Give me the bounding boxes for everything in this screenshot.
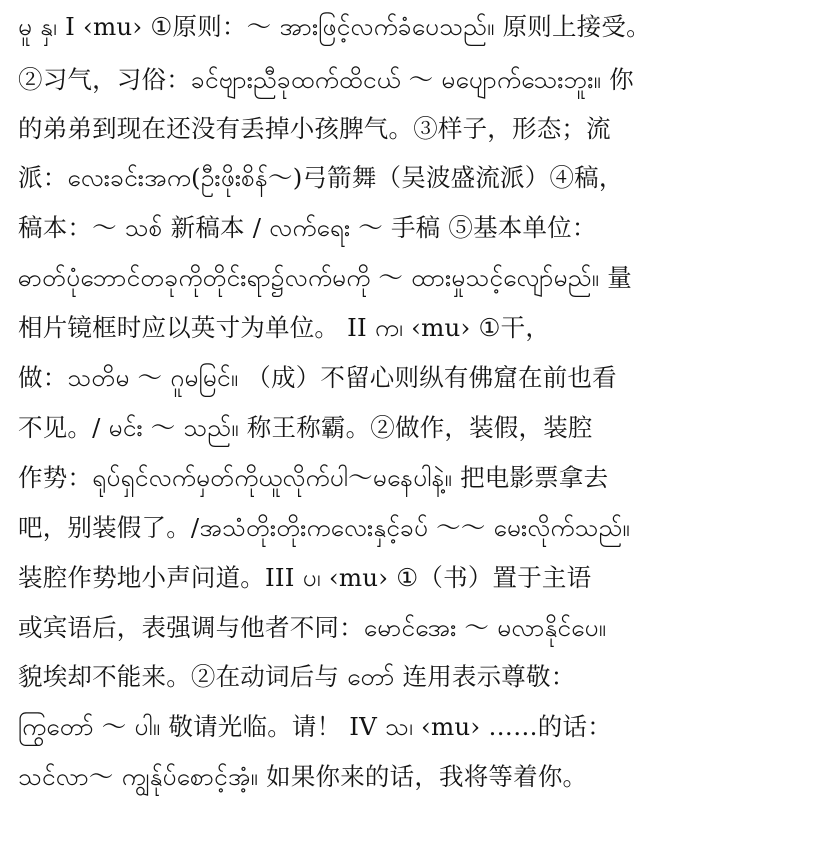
entry-line [18,403,816,453]
entry-line-text: ကြွတော် ～ ပါ။ 敬请光临。请！ IV သ၊ ‹mu› ……的话： [18,712,612,741]
entry-line [18,603,816,653]
entry-line-text: 派：လေးခင်းအက(ဦးဖိုးစိန်～)弓箭舞（吴波盛流派）④稿， [18,163,624,192]
entry-line-text: မူ နှ၊ I ‹mu› ①原则：～ အားဖြင့်လက်ခံပေသည်။ 原则上接受。 [18,12,651,41]
entry-line [18,153,816,203]
entry-line [18,702,816,752]
entry-line-text: 稿本：～ သစ် 新稿本 / လက်ရေး ～ 手稿 ⑤基本单位： [18,213,597,242]
entry-line [18,453,816,503]
entry-line [18,303,816,353]
entry-line-text: 貌埃却不能来。②在动词后与 တော် 连用表示尊敬： [18,662,576,691]
entry-line-text: 不见。/ မင်း ～ သည်။ 称王称霸。②做作，装假，装腔 [18,413,593,442]
entry-line-text: 做：သတိမ ～ ဂူမမြင်။ （成）不留心则纵有佛窟在前也看 [18,363,617,392]
entry-line-text: ②习气，习俗：ခင်ဗျားညီခုထက်ထိငယ် ～ မပျောက်သေးဘူး။ 你 [18,65,634,94]
entry-line [18,652,816,702]
entry-line [18,2,816,52]
entry-line-text: 或宾语后，表强调与他者不同：မောင်အေး ～ မလာနိုင်ပေ။ [18,613,607,642]
entry-line [18,553,816,603]
entry-line-text: 吧，别装假了。/အသံတိုးတိုးကလေးနှင့်ခပ် ～～ မေးလိုက်သည်။ [18,513,630,542]
entry-line [18,203,816,253]
entry-line-text: ဓာတ်ပုံဘောင်တခုကိုတိုင်းရာ၌လက်မကို ～ ထားမှုသင့်လျော်မည်။ 量 [18,263,632,292]
entry-line-text: 相片镜框时应以英寸为单位。 II က၊ ‹mu› ①干， [18,313,551,342]
entry-line-text: 装腔作势地小声问道。III ပ၊ ‹mu› ①（书）置于主语 [18,563,592,592]
entry-line [18,104,816,154]
entry-line [18,503,816,553]
entry-line [18,353,816,403]
entry-line-text: 的弟弟到现在还没有丢掉小孩脾气。③样子，形态；流 [18,114,611,143]
entry-line [18,752,816,802]
entry-line-text: 作势：ရုပ်ရှင်လက်မှတ်ကိုယူလိုက်ပါ～မနေပါနဲ့။ 把电影票拿去 [18,463,609,492]
entry-line-text: သင်လာ～ ကျွန်ုပ်စောင့်အံ့။ 如果你来的话，我将等着你。 [18,762,588,791]
entry-line [18,55,816,105]
entry-line [18,253,816,303]
